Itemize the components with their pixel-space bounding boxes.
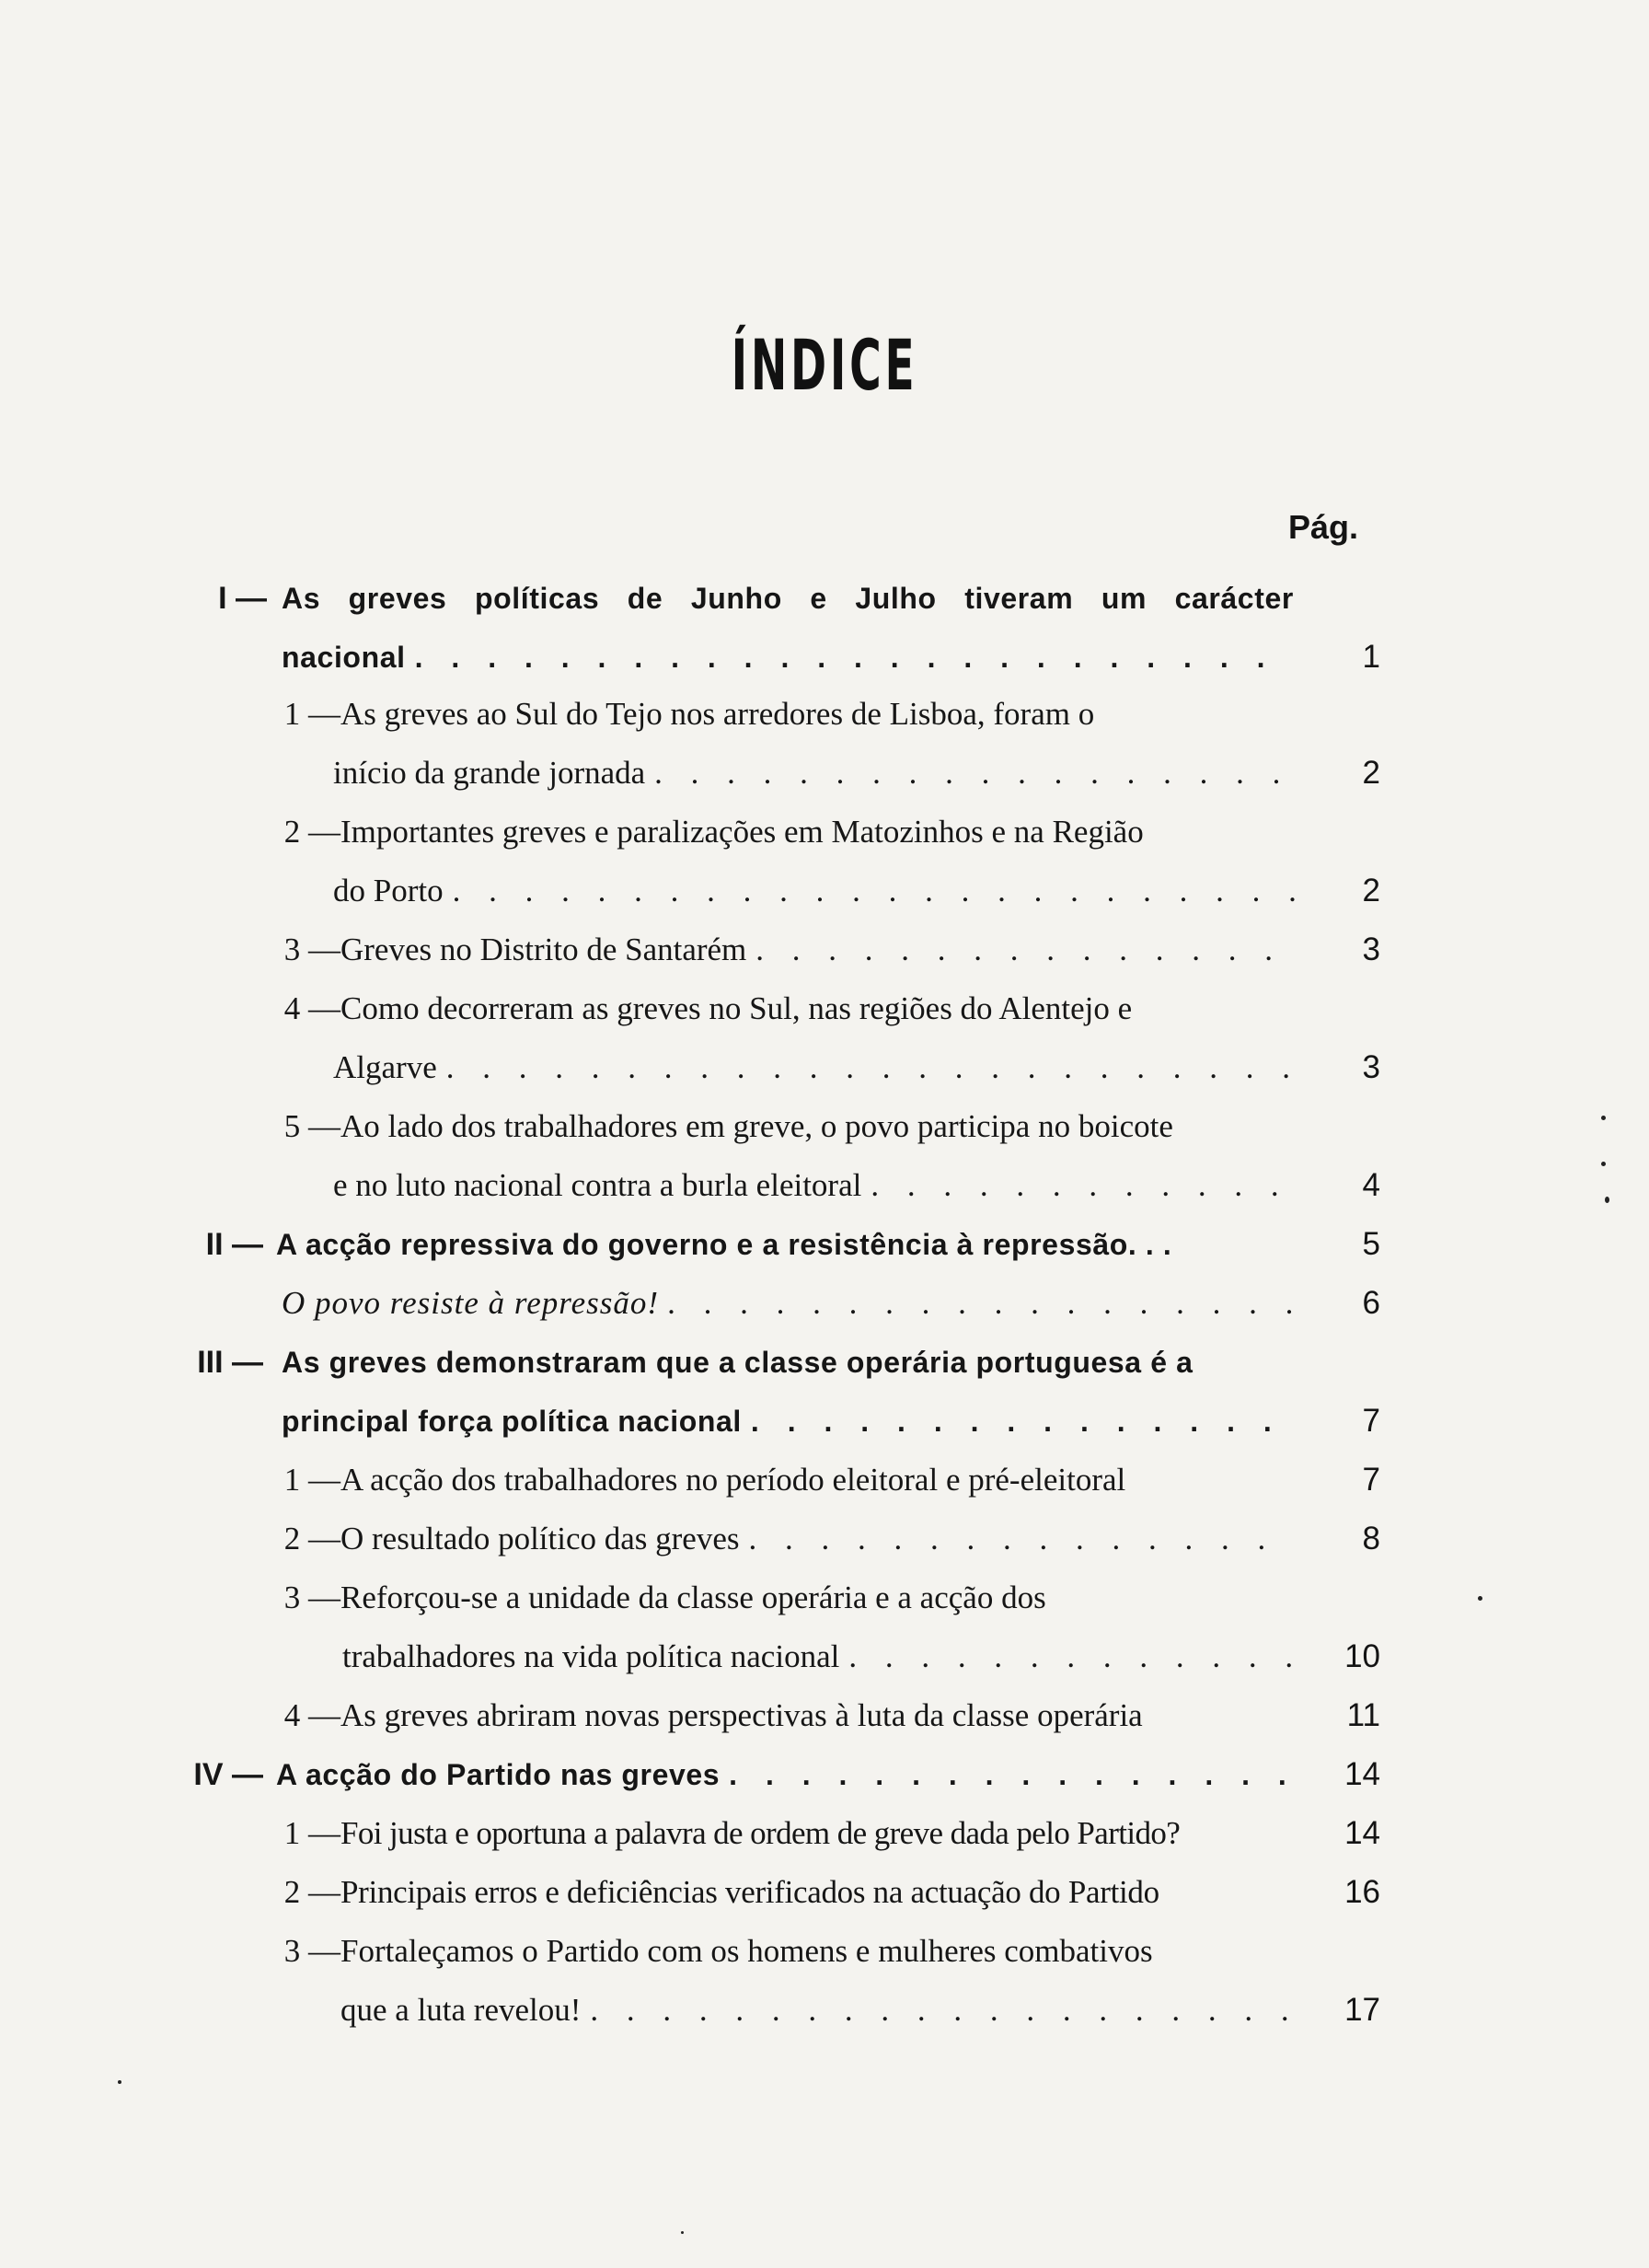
toc-entry-III-cont[interactable]	[0, 1394, 1649, 1449]
entry-text-line	[333, 1158, 1296, 1213]
entry-text-line: As greves ao Sul do Tejo nos arredores de Lisboa, foram o	[340, 696, 1095, 732]
toc-entry-I-5[interactable]	[0, 1099, 1649, 1154]
subsection-number: 1 —	[283, 696, 340, 732]
page-number: 5	[1362, 1226, 1380, 1262]
page-number: 3	[1362, 932, 1380, 967]
page-number: 14	[1344, 1815, 1380, 1851]
entry-text-words: Greves no Distrito de Santarém	[340, 932, 747, 967]
page-number: 2	[1362, 873, 1380, 908]
entry-text-line: Como decorreram as greves no Sul, nas regiões do Alentejo e	[340, 990, 1133, 1026]
page-title: ÍNDICE	[731, 324, 918, 406]
toc-entry-I-4-cont[interactable]	[0, 1040, 1649, 1095]
entry-text-line: Importantes greves e paralizações em Matozinhos e na Região	[340, 814, 1144, 850]
toc-entry-IV[interactable]	[0, 1747, 1649, 1802]
dot-leader	[654, 755, 1296, 791]
dot-leader	[871, 1167, 1296, 1203]
page-number: 17	[1344, 1992, 1380, 2028]
entry-text-line: Ao lado dos trabalhadores em greve, o povo participa no boicote	[340, 1108, 1173, 1144]
entry-text-line: Fortaleçamos o Partido com os homens e mulheres combativos	[340, 1933, 1153, 1969]
entry-text-line	[282, 1276, 1296, 1331]
entry-text-line	[333, 863, 1296, 919]
entry-text-line: As greves abriram novas perspectivas à luta da classe operária	[340, 1697, 1143, 1733]
scan-speck	[1605, 1197, 1609, 1203]
entry-text-line: Reforçou-se a unidade da classe operária e a acção dos	[340, 1580, 1046, 1615]
page-column-header: Pág.	[1288, 508, 1359, 546]
dot-leader	[453, 873, 1296, 908]
dot-leader	[848, 1638, 1296, 1674]
toc-entry-I-2[interactable]	[0, 804, 1649, 860]
subsection-number: 2 —	[283, 814, 340, 850]
toc-entry-IV-3-cont[interactable]	[0, 1983, 1649, 2038]
page-number: 2	[1362, 755, 1380, 791]
toc-entry-III[interactable]	[0, 1335, 1649, 1390]
subsection-number: 3 —	[283, 1933, 340, 1969]
dot-leader	[751, 1405, 1296, 1438]
entry-text-line	[342, 1629, 1296, 1684]
scan-speck	[1478, 1596, 1482, 1601]
dot-leader	[446, 1049, 1296, 1085]
subsection-number: 4 —	[283, 1697, 340, 1733]
entry-text-line	[333, 1040, 1296, 1095]
scan-speck	[1601, 1116, 1606, 1120]
subsection-number: 4 —	[283, 990, 340, 1026]
toc-entry-III-2[interactable]	[0, 1511, 1649, 1567]
toc-entry-IV-1[interactable]	[0, 1806, 1649, 1861]
toc-entry-I-cont[interactable]	[0, 630, 1649, 685]
entry-text-words: nacional	[282, 641, 406, 674]
entry-text-line	[276, 1747, 1296, 1802]
page-number: 6	[1362, 1285, 1380, 1321]
entry-text-line: A acção repressiva do governo e a resistência à repressão. . .	[276, 1228, 1172, 1261]
toc-entry-II[interactable]	[0, 1217, 1649, 1272]
toc-entry-III-3[interactable]	[0, 1570, 1649, 1626]
entry-text-line	[333, 746, 1296, 801]
entry-text-line: Foi justa e oportuna a palavra de ordem de greve dada pelo Partido?	[340, 1815, 1181, 1851]
dot-leader	[590, 1992, 1296, 2028]
dot-leader	[415, 641, 1294, 674]
page-number: 11	[1346, 1697, 1380, 1733]
section-number: II —	[205, 1227, 263, 1262]
word: greves	[348, 582, 447, 615]
toc-entry-I-1-cont[interactable]	[0, 746, 1649, 801]
scan-speck	[681, 2231, 684, 2234]
dot-leader	[755, 932, 1296, 967]
entry-text-line	[340, 1511, 1296, 1567]
word: tiveram	[964, 582, 1074, 615]
entry-text-line: Principais erros e deficiências verificados na actuação do Partido	[340, 1874, 1159, 1910]
toc-entry-I-2-cont[interactable]	[0, 863, 1649, 919]
subsection-number: 1 —	[283, 1462, 340, 1498]
dot-leader	[749, 1521, 1296, 1556]
word: carácter	[1174, 582, 1294, 615]
toc-entry-I[interactable]	[0, 571, 1649, 626]
toc-entry-I-4[interactable]	[0, 981, 1649, 1036]
entry-text-line	[282, 1394, 1296, 1449]
word: As	[282, 582, 321, 615]
scan-speck	[118, 2080, 121, 2084]
entry-text-line: A acção dos trabalhadores no período eleitoral e pré-eleitoral	[340, 1462, 1126, 1498]
section-number: IV —	[193, 1757, 263, 1792]
subsection-number: 1 —	[283, 1815, 340, 1851]
word: Junho	[690, 582, 782, 615]
entry-text-words: início da grande jornada	[333, 755, 646, 791]
word: Julho	[855, 582, 937, 615]
toc-entry-I-5-cont[interactable]	[0, 1158, 1649, 1213]
entry-text-words: O povo resiste à repressão!	[282, 1285, 660, 1321]
toc-entry-II-sub[interactable]	[0, 1276, 1649, 1331]
subsection-number: 3 —	[283, 932, 340, 967]
entry-text-words: do Porto	[333, 873, 444, 908]
toc-entry-I-3[interactable]	[0, 922, 1649, 978]
page-number: 8	[1362, 1521, 1380, 1556]
page-number: 16	[1344, 1874, 1380, 1910]
entry-text-words: e no luto nacional contra a burla eleitoral	[333, 1167, 862, 1203]
entry-text-words: trabalhadores na vida política nacional	[342, 1638, 840, 1674]
subsection-number: 3 —	[283, 1580, 340, 1615]
page-number: 3	[1362, 1049, 1380, 1085]
toc-entry-III-4[interactable]	[0, 1688, 1649, 1743]
page-number: 10	[1344, 1638, 1380, 1674]
word: e	[810, 582, 827, 615]
entry-text-words: Algarve	[333, 1049, 437, 1085]
entry-text-words: O resultado político das greves	[340, 1521, 740, 1556]
entry-text-words: que a luta revelou!	[340, 1992, 582, 2028]
toc-entry-IV-3[interactable]	[0, 1924, 1649, 1979]
dot-leader	[729, 1758, 1296, 1791]
word: políticas	[475, 582, 600, 615]
toc-entry-I-1[interactable]	[0, 687, 1649, 742]
entry-text-line	[340, 922, 1296, 978]
page-number: 7	[1362, 1462, 1380, 1498]
toc-entry-III-1[interactable]	[0, 1452, 1649, 1508]
subsection-number: 2 —	[283, 1521, 340, 1556]
subsection-number: 5 —	[283, 1108, 340, 1144]
entry-text-line: As greves demonstraram que a classe operária portuguesa é a	[282, 1346, 1194, 1379]
subsection-number: 2 —	[283, 1874, 340, 1910]
page-number: 7	[1362, 1403, 1380, 1439]
scan-speck	[1601, 1162, 1606, 1166]
entry-text-line	[282, 571, 1294, 626]
entry-text-words: principal força política nacional	[282, 1405, 742, 1438]
word: um	[1101, 582, 1147, 615]
section-number: III —	[197, 1345, 263, 1380]
page-number: 1	[1362, 639, 1380, 675]
entry-text-line	[282, 630, 1294, 685]
toc-entry-IV-2[interactable]	[0, 1865, 1649, 1920]
page-number: 14	[1344, 1756, 1380, 1792]
dot-leader	[668, 1285, 1296, 1321]
page-number: 4	[1362, 1167, 1380, 1203]
entry-text-line	[340, 1983, 1296, 2038]
toc-entry-III-3-cont[interactable]	[0, 1629, 1649, 1684]
section-number: I —	[218, 581, 267, 616]
entry-text-words: A acção do Partido nas greves	[276, 1758, 721, 1791]
word: de	[627, 582, 663, 615]
